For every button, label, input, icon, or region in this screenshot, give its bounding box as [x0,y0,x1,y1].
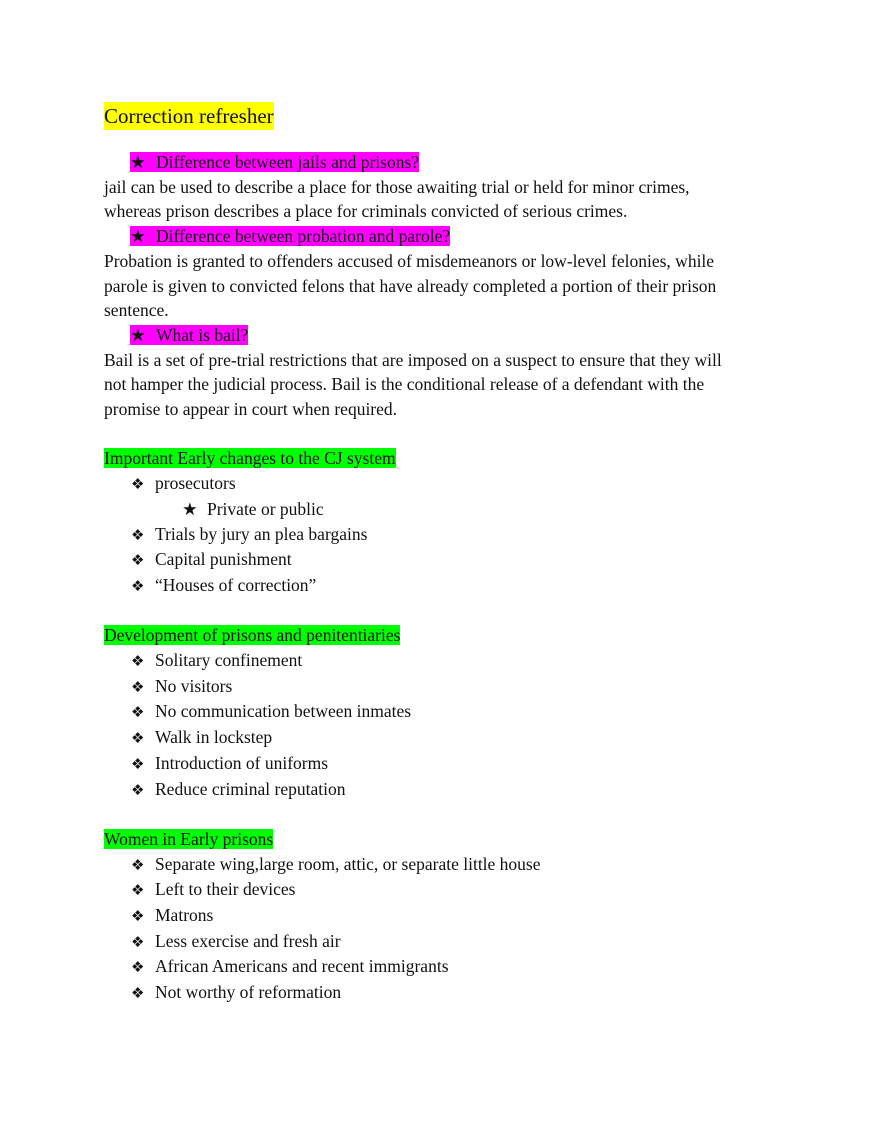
list-item: ❖ Separate wing,large room, attic, or separate little house [104,852,784,878]
diamond-bullet-icon: ❖ [131,984,145,1003]
diamond-bullet-icon: ❖ [131,475,145,494]
list-item: ❖ prosecutors [104,471,784,497]
diamond-bullet-icon: ❖ [131,677,145,696]
section-heading: Important Early changes to the CJ system [104,448,396,469]
question-1 [104,150,784,175]
question-3 [104,323,784,348]
star-bullet-icon: ★ [130,152,146,172]
section-heading: Women in Early prisons [104,828,274,849]
diamond-bullet-icon: ❖ [131,576,145,595]
diamond-bullet-icon: ❖ [131,729,145,748]
sub-list-item: ★ Private or public [104,497,784,522]
list-item: ❖ Matrons [104,903,784,929]
list-item: ❖ Not worthy of reformation [104,980,784,1006]
diamond-bullet-icon: ❖ [131,881,145,900]
answer-2-line-2: parole is given to convicted felons that have already completed a portion of their prison [104,275,717,296]
answer-3-line-3: promise to appear in court when required. [104,399,398,420]
diamond-bullet-icon: ❖ [131,780,145,799]
list-item: ❖ Less exercise and fresh air [104,929,784,955]
diamond-bullet-icon: ❖ [131,652,145,671]
list-item: ❖ No visitors [104,674,784,700]
document-title: Correction refresher [104,104,274,128]
question-1-text: Difference between jails and prisons? [156,152,420,172]
answer-3-line-1: Bail is a set of pre-trial restrictions that are imposed on a suspect to ensure that they will [104,349,722,370]
diamond-bullet-icon: ❖ [131,958,145,977]
diamond-bullet-icon: ❖ [131,703,145,722]
answer-1-line-1: jail can be used to describe a place for those awaiting trial or held for minor crimes, [104,176,690,197]
list-item: ❖ No communication between inmates [104,699,784,725]
list-item: ❖ Capital punishment [104,547,784,573]
list-item: ❖ Introduction of uniforms [104,751,784,777]
answer-2-line-1: Probation is granted to offenders accused of misdemeanors or low-level felonies, while [104,250,715,271]
answer-2-line-3: sentence. [104,300,169,321]
diamond-bullet-icon: ❖ [131,907,145,926]
list-item: ❖ Reduce criminal reputation [104,777,784,803]
question-3-text: What is bail? [156,324,249,345]
diamond-bullet-icon: ❖ [131,525,145,544]
answer-3-line-2: not hamper the judicial process. Bail is the conditional release of a defendant with the [104,374,705,395]
diamond-bullet-icon: ❖ [131,932,145,951]
star-bullet-icon: ★ [182,498,198,519]
section-heading: Development of prisons and penitentiaries [104,625,401,646]
diamond-bullet-icon: ❖ [131,754,145,773]
list-item: ❖ “Houses of correction” [104,573,784,599]
answer-1-line-2: whereas prison describes a place for criminals convicted of serious crimes. [104,201,628,222]
question-2 [104,224,784,249]
list-item: ❖ Walk in lockstep [104,725,784,751]
star-bullet-icon: ★ [130,226,146,247]
diamond-bullet-icon: ❖ [131,855,145,874]
list-item: ❖ African Americans and recent immigrants [104,954,784,980]
question-2-text: Difference between probation and parole? [156,226,451,247]
star-bullet-icon: ★ [130,324,146,345]
document-body [104,102,784,1006]
diamond-bullet-icon: ❖ [131,551,145,570]
list-item: ❖ Trials by jury an plea bargains [104,522,784,548]
list-item: ❖ Left to their devices [104,877,784,903]
list-item: ❖ Solitary confinement [104,648,784,674]
